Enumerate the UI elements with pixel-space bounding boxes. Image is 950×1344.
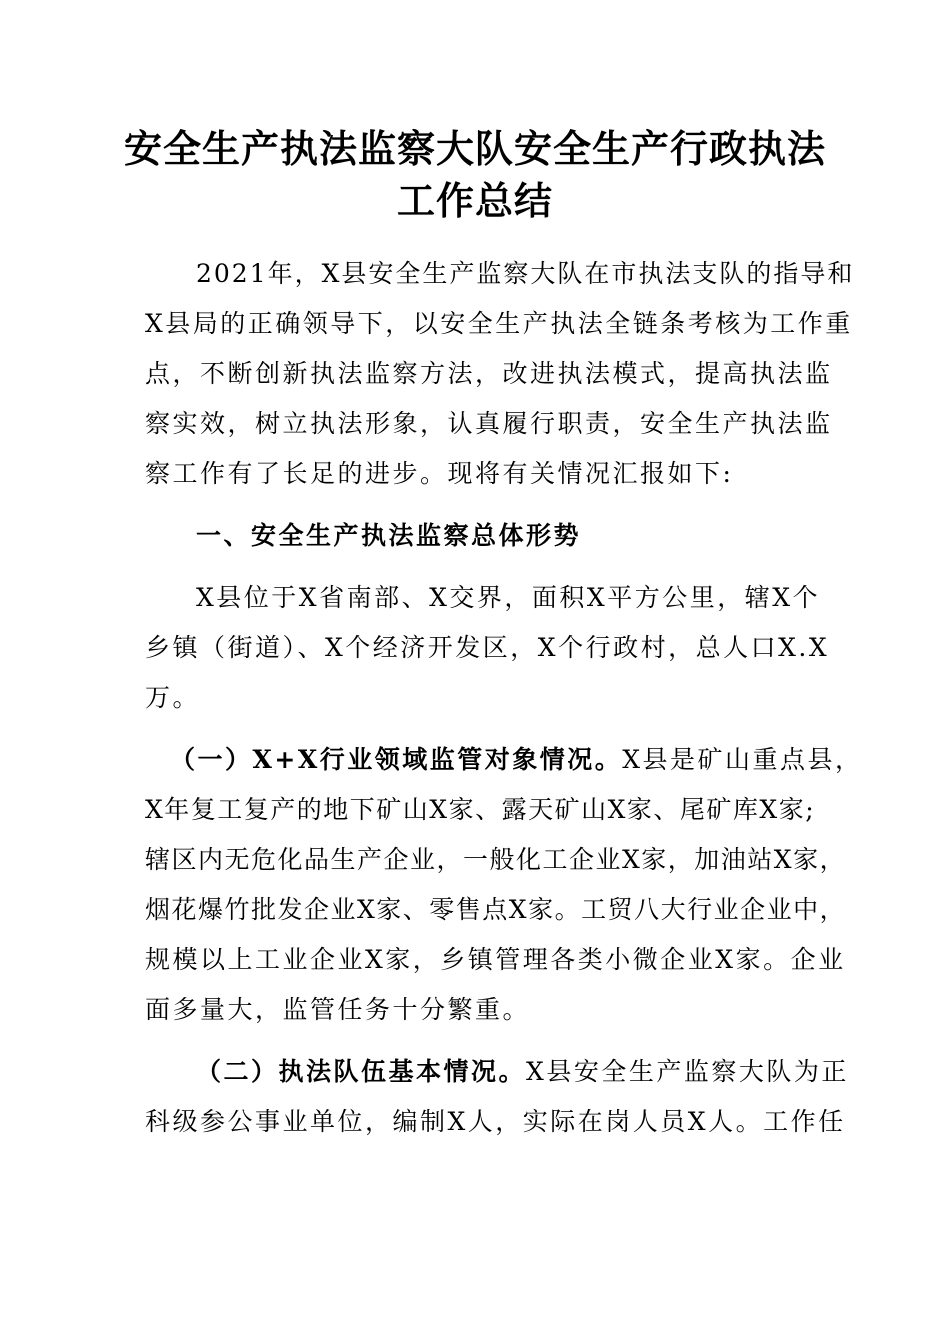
intro-line-1: 2021年，X县安全生产监察大队在市执法支队的指导和 [196, 259, 855, 288]
subsection-1-line-6: 面多量大，监管任务十分繁重。 [145, 995, 531, 1024]
subsection-heading-2: （二）执法队伍基本情况。 [196, 1057, 527, 1086]
intro-line-5: 察工作有了长足的进步。现将有关情况汇报如下: [145, 459, 734, 488]
document-title-line-1: 安全生产执法监察大队安全生产行政执法 [123, 126, 826, 171]
document-title-line-2: 工作总结 [396, 178, 553, 223]
subsection-1-line-3: 辖区内无危化品生产企业，一般化工企业X家，加油站X家， [145, 845, 847, 874]
overview-line-3: 万。 [145, 683, 201, 712]
subsection-1-line-2: X年复工复产的地下矿山X家、露天矿山X家、尾矿库X家; [145, 795, 816, 824]
section-heading-1: 一、安全生产执法监察总体形势 [196, 521, 582, 550]
subsection-1-first-line [170, 742, 863, 778]
subsection-1-first-text: X县是矿山重点县， [622, 745, 863, 774]
intro-line-3: 点，不断创新执法监察方法，改进执法模式，提高执法监 [145, 359, 833, 388]
subsection-2-first-text: X县安全生产监察大队为正 [526, 1057, 849, 1086]
subsection-heading-1: （一）X+X行业领域监管对象情况。 [170, 745, 623, 774]
intro-line-2: X县局的正确领导下，以安全生产执法全链条考核为工作重 [145, 309, 853, 338]
subsection-1-line-5: 规模以上工业企业X家，乡镇管理各类小微企业X家。企业 [145, 945, 846, 974]
subsection-2-first-line [196, 1054, 849, 1090]
overview-line-2: 乡镇（街道）、X个经济开发区，X个行政村，总人口X.X [145, 633, 830, 662]
overview-line-1: X县位于X省南部、X交界，面积X平方公里，辖X个 [196, 583, 820, 612]
subsection-1-line-4: 烟花爆竹批发企业X家、零售点X家。工贸八大行业企业中， [145, 895, 847, 924]
intro-line-4: 察实效，树立执法形象，认真履行职责，安全生产执法监 [145, 409, 833, 438]
subsection-2-line-2: 科级参公事业单位，编制X人，实际在岗人员X人。工作任 [145, 1107, 846, 1136]
